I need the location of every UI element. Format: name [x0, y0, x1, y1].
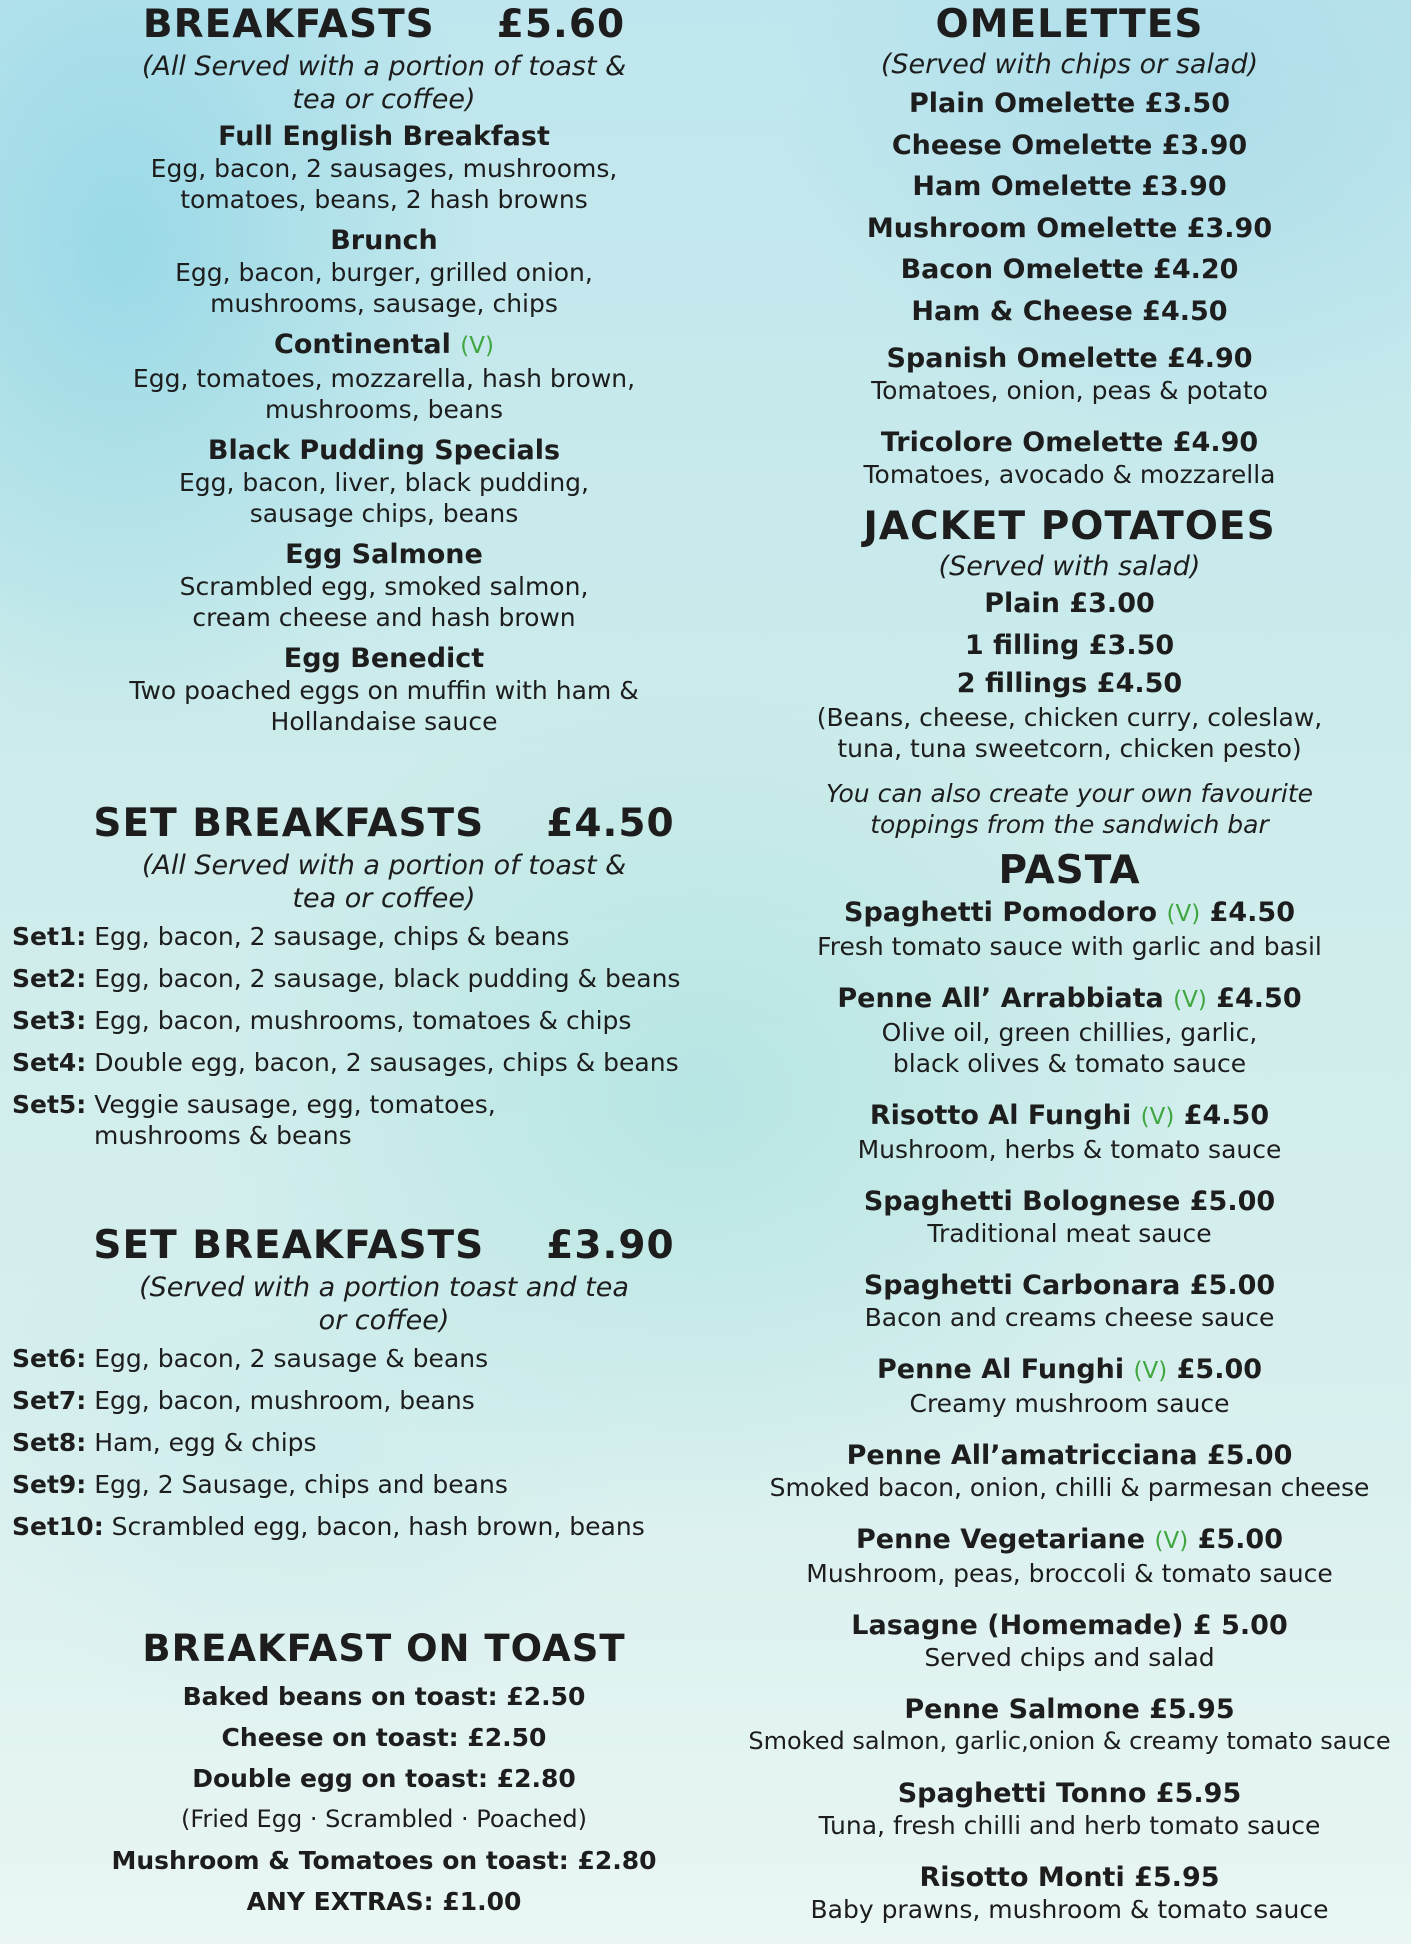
item-price: £ 5.00	[1192, 1610, 1288, 1641]
sandwich-bar-note: You can also create your own favourite toppings from the sandwich bar	[825, 779, 1313, 839]
set-breakfasts-price: £3.90	[546, 1223, 675, 1268]
menu-item	[0, 538, 768, 633]
menu-item	[728, 1269, 1411, 1333]
omelette-item: Ham Omelette £3.90	[912, 171, 1227, 202]
item-price: £5.95	[1134, 1862, 1220, 1893]
toast-item: Mushroom & Tomatoes on toast: £2.80	[111, 1846, 657, 1875]
toast-item: Cheese on toast: £2.50	[221, 1723, 547, 1752]
item-name	[0, 328, 768, 363]
item-desc: Two poached eggs on muffin with ham & Hollandaise sauce	[129, 676, 639, 736]
set-desc: Egg, bacon, 2 sausage, black pudding & beans	[94, 964, 681, 993]
omelette-item: Mushroom Omelette £3.90	[866, 212, 1273, 244]
set-breakfasts-title: SET BREAKFASTS	[93, 801, 485, 846]
set-desc: Egg, bacon, 2 sausage & beans	[94, 1344, 489, 1373]
omelettes-title: OMELETTES	[935, 2, 1204, 47]
set-item	[0, 1089, 768, 1151]
item-name	[728, 1099, 1411, 1134]
item-name: Egg Benedict	[283, 643, 485, 674]
set-item	[0, 1005, 768, 1036]
set-label: Set7:	[12, 1386, 87, 1415]
menu-item	[728, 1777, 1411, 1841]
set-breakfasts-note: (All Served with a portion of toast & tea or coffee)	[141, 850, 627, 914]
item-name-text: Spaghetti Tonno	[897, 1778, 1147, 1809]
omelettes-section	[728, 0, 1411, 490]
menu-item	[728, 1353, 1411, 1419]
set-label: Set10:	[12, 1512, 104, 1541]
item-price: £5.00	[1189, 1186, 1276, 1217]
menu-item	[0, 328, 768, 425]
vegetarian-badge: (V)	[1154, 1528, 1189, 1554]
breakfasts-title: BREAKFASTS	[142, 2, 435, 47]
pasta-title: PASTA	[998, 848, 1141, 893]
item-price: £5.95	[1149, 1694, 1235, 1725]
item-desc: Mushroom, herbs & tomato sauce	[857, 1135, 1282, 1164]
menu-item	[0, 642, 768, 737]
item-name	[728, 1523, 1411, 1558]
set-breakfasts-price: £4.50	[546, 801, 675, 846]
vegetarian-badge: (V)	[460, 333, 494, 359]
item-name: Spanish Omelette £4.90	[886, 343, 1253, 374]
omelette-item: Plain Omelette £3.50	[908, 88, 1231, 119]
omelette-item: Cheese Omelette £3.90	[891, 129, 1248, 161]
egg-style-note: (Fried Egg · Scrambled · Poached)	[180, 1805, 588, 1833]
item-name-text: Penne All’amatricciana	[846, 1440, 1198, 1471]
item-name: Brunch	[330, 225, 438, 256]
item-name	[728, 1353, 1411, 1388]
omelettes-note: (Served with chips or salad)	[880, 49, 1259, 80]
item-name: Full English Breakfast	[218, 121, 550, 152]
set-desc: Scrambled egg, bacon, hash brown, beans	[111, 1512, 645, 1541]
item-name	[728, 1777, 1411, 1810]
item-price: £5.00	[1206, 1440, 1293, 1471]
set-breakfasts-heading	[0, 801, 768, 847]
item-desc: Tomatoes, avocado & mozzarella	[863, 460, 1276, 489]
item-price: £5.00	[1176, 1354, 1263, 1385]
set-item	[0, 963, 768, 994]
extras-price: ANY EXTRAS: £1.00	[246, 1887, 522, 1916]
item-desc: Traditional meat sauce	[927, 1219, 1212, 1248]
breakfast-on-toast-section	[0, 1626, 768, 1922]
breakfasts-heading	[0, 2, 768, 48]
omelette-item: Bacon Omelette £4.20	[900, 254, 1239, 285]
set-label: Set3:	[12, 1006, 87, 1035]
item-desc: Egg, bacon, burger, grilled onion, mushrooms, sausage, chips	[175, 258, 593, 318]
set-label: Set1:	[12, 922, 87, 951]
menu-item	[728, 1439, 1411, 1503]
set-label: Set2:	[12, 964, 87, 993]
item-name	[728, 1269, 1411, 1302]
breakfasts-note: (All Served with a portion of toast & tea or coffee)	[141, 51, 627, 115]
item-name-text: Penne Al Funghi	[876, 1354, 1125, 1385]
item-price: £5.00	[1189, 1270, 1276, 1301]
jacket-potatoes-note: (Served with salad)	[938, 551, 1201, 582]
item-price: £4.50	[1216, 983, 1302, 1014]
menu-item	[728, 426, 1411, 490]
set-item	[0, 1469, 768, 1500]
set-breakfasts-title: SET BREAKFASTS	[93, 1223, 485, 1268]
set-item	[0, 921, 768, 952]
fillings-list: (Beans, cheese, chicken curry, coleslaw, tuna, tuna sweetcorn, chicken pesto)	[816, 703, 1323, 763]
menu-item	[0, 120, 768, 215]
set-item	[0, 1343, 768, 1374]
set-label: Set9:	[12, 1470, 87, 1499]
item-name-text: Spaghetti Carbonara	[863, 1270, 1181, 1301]
vegetarian-badge: (V)	[1173, 987, 1207, 1013]
item-desc: Fresh tomato sauce with garlic and basil	[817, 932, 1322, 961]
set-label: Set6:	[12, 1344, 87, 1373]
item-name-text: Penne Salmone	[904, 1694, 1140, 1725]
item-name	[728, 1185, 1411, 1218]
item-name	[728, 1861, 1411, 1894]
item-name: Tricolore Omelette £4.90	[880, 427, 1259, 458]
set-item	[0, 1427, 768, 1458]
item-name-text: Penne Vegetariane	[856, 1524, 1146, 1555]
jacket-item: Plain £3.00	[984, 588, 1155, 619]
jacket-potatoes-section	[728, 504, 1411, 840]
set-desc: Egg, bacon, mushroom, beans	[94, 1386, 475, 1415]
set-desc: Double egg, bacon, 2 sausages, chips & beans	[94, 1048, 679, 1077]
set-desc: Egg, 2 Sausage, chips and beans	[94, 1470, 508, 1499]
item-desc: Smoked bacon, onion, chilli & parmesan cheese	[769, 1473, 1370, 1502]
item-desc: Creamy mushroom sauce	[909, 1389, 1230, 1418]
menu-item	[728, 1185, 1411, 1249]
menu-item	[728, 982, 1411, 1079]
set-item	[0, 1385, 768, 1416]
item-desc: Egg, bacon, liver, black pudding, sausage chips, beans	[179, 468, 589, 528]
set-label: Set4:	[12, 1048, 87, 1077]
item-price: £5.00	[1197, 1524, 1283, 1555]
item-price: £4.50	[1183, 1100, 1270, 1131]
jacket-item: 1 filling £3.50	[964, 629, 1175, 661]
item-name	[728, 1609, 1411, 1642]
menu-item	[728, 896, 1411, 962]
menu-item	[728, 1861, 1411, 1925]
set-breakfasts-section-2	[0, 1223, 768, 1542]
item-name-text: Lasagne (Homemade)	[851, 1610, 1184, 1641]
jacket-item: 2 fillings £4.50	[956, 668, 1183, 699]
right-column	[728, 0, 1411, 1925]
vegetarian-badge: (V)	[1140, 1104, 1175, 1130]
set-breakfasts-heading	[0, 1223, 768, 1269]
item-name-text: Continental	[274, 329, 451, 360]
item-desc: Mushroom, peas, broccoli & tomato sauce	[806, 1559, 1333, 1588]
set-desc-continued: mushrooms & beans	[94, 1121, 352, 1150]
vegetarian-badge: (V)	[1133, 1358, 1168, 1384]
item-desc: Smoked salmon, garlic,onion & creamy tomato sauce	[748, 1727, 1391, 1755]
item-name	[728, 1693, 1411, 1726]
item-desc: Tomatoes, onion, peas & potato	[871, 376, 1268, 405]
item-desc: Olive oil, green chillies, garlic, black olives & tomato sauce	[881, 1018, 1258, 1078]
menu-item	[728, 1609, 1411, 1673]
vegetarian-badge: (V)	[1166, 901, 1201, 927]
item-desc: Egg, tomatoes, mozzarella, hash brown, mushrooms, beans	[132, 364, 636, 424]
item-desc: Bacon and creams cheese sauce	[864, 1303, 1275, 1332]
item-desc: Scrambled egg, smoked salmon, cream cheese and hash brown	[179, 572, 589, 632]
item-name: Black Pudding Specials	[207, 435, 561, 466]
menu-item	[728, 342, 1411, 406]
set-desc: Veggie sausage, egg, tomatoes,	[94, 1090, 496, 1119]
item-name-text: Spaghetti Pomodoro	[844, 897, 1158, 928]
menu-item	[728, 1099, 1411, 1165]
omelette-item: Ham & Cheese £4.50	[911, 295, 1228, 327]
set-breakfasts-note: (Served with a portion toast and tea or coffee)	[139, 1272, 629, 1336]
item-name	[728, 1439, 1411, 1472]
jacket-potatoes-title: JACKET POTATOES	[863, 504, 1276, 549]
item-price: £4.50	[1209, 897, 1295, 928]
set-label: Set5:	[12, 1090, 87, 1119]
item-desc: Served chips and salad	[924, 1643, 1215, 1672]
pasta-section	[728, 848, 1411, 1925]
item-name-text: Penne All’ Arrabbiata	[837, 983, 1164, 1014]
item-desc: Egg, bacon, 2 sausages, mushrooms, tomatoes, beans, 2 hash browns	[150, 154, 618, 214]
toast-item: Baked beans on toast: £2.50	[182, 1682, 586, 1711]
item-name: Egg Salmone	[285, 539, 483, 570]
item-name	[728, 982, 1411, 1017]
breakfasts-price: £5.60	[496, 2, 626, 47]
set-desc: Egg, bacon, mushrooms, tomatoes & chips	[94, 1006, 632, 1035]
set-label: Set8:	[12, 1428, 87, 1457]
toast-item: Double egg on toast: £2.80	[192, 1764, 576, 1793]
item-price: £5.95	[1155, 1778, 1242, 1809]
menu-item	[728, 1523, 1411, 1589]
breakfast-on-toast-title: BREAKFAST ON TOAST	[142, 1627, 626, 1670]
set-desc: Ham, egg & chips	[94, 1428, 317, 1457]
set-breakfasts-section-1	[0, 801, 768, 1151]
set-desc: Egg, bacon, 2 sausage, chips & beans	[94, 922, 570, 951]
set-item	[0, 1511, 768, 1542]
item-name-text: Risotto Al Funghi	[869, 1100, 1132, 1131]
item-name-text: Risotto Monti	[919, 1862, 1125, 1893]
item-name	[728, 896, 1411, 931]
set-item	[0, 1047, 768, 1078]
breakfasts-section	[0, 0, 768, 737]
item-desc: Baby prawns, mushroom & tomato sauce	[810, 1895, 1329, 1924]
menu-item	[0, 224, 768, 319]
menu-item	[728, 1693, 1411, 1757]
menu-item	[0, 434, 768, 529]
item-desc: Tuna, fresh chilli and herb tomato sauce	[818, 1811, 1321, 1840]
item-name-text: Spaghetti Bolognese	[863, 1186, 1181, 1217]
